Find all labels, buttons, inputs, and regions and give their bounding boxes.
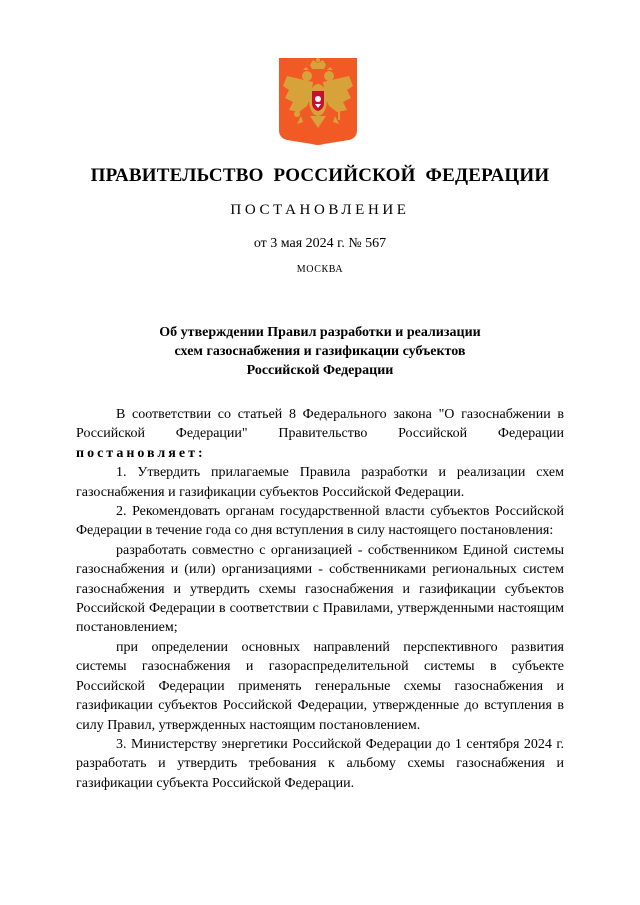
document-city: МОСКВА	[296, 264, 344, 275]
paragraph-1: 1. Утвердить прилагаемые Правила разработки и реализации схем газоснабжения и газификации субъектов Российской Федерации.	[76, 465, 564, 500]
document-type: ПОСТАНОВЛЕНИЕ	[230, 202, 410, 218]
subject-line: схем газоснабжения и газификации субъектов	[174, 344, 466, 359]
government-title: ПРАВИТЕЛЬСТВО РОССИЙСКОЙ ФЕДЕРАЦИИ	[90, 165, 550, 186]
document-body	[76, 405, 564, 793]
paragraph-2: 2. Рекомендовать органам государственной власти субъектов Российской Федерации в течение года со дня вступления в силу настоящего постановления:	[76, 504, 564, 539]
decree-word: постановляет:	[76, 445, 206, 461]
subject-line: Об утверждении Правил разработки и реализации	[159, 325, 481, 340]
intro-text: В соответствии со статьей 8 Федерального закона "О газоснабжении в Российской Федерации" Правительство Российской Федерации	[76, 407, 564, 442]
subject-line: Российской Федерации	[246, 363, 394, 378]
russian-coat-of-arms-icon	[277, 56, 359, 147]
paragraph-3: 3. Министерству энергетики Российской Федерации до 1 сентября 2024 г. разработать и утвердить требования к альбому схемы газоснабжения и газификации субъекта Российской Федерации.	[76, 736, 564, 791]
paragraph-2a: разработать совместно с организацией - собственником Единой системы газоснабжения и (или) организациями - собственниками региональных систем газоснабжения и утвердить схемы газоснабжения и газификации субъектов Российской Федерации в соответствии с Правилами, утвержденными настоящим постановлением;	[76, 542, 564, 636]
document-subject	[0, 323, 640, 380]
intro-paragraph	[76, 405, 564, 463]
paragraph-2b: при определении основных направлений перспективного развития системы газоснабжения и газораспределительной системы в субъекте Российской Федерации применять генеральные схемы газоснабжения и газификации субъектов Российской Федерации, утвержденные до вступления в силу Правил, утвержденных настоящим постановлением.	[76, 639, 564, 733]
document-date-number: от 3 мая 2024 г. № 567	[253, 236, 387, 251]
